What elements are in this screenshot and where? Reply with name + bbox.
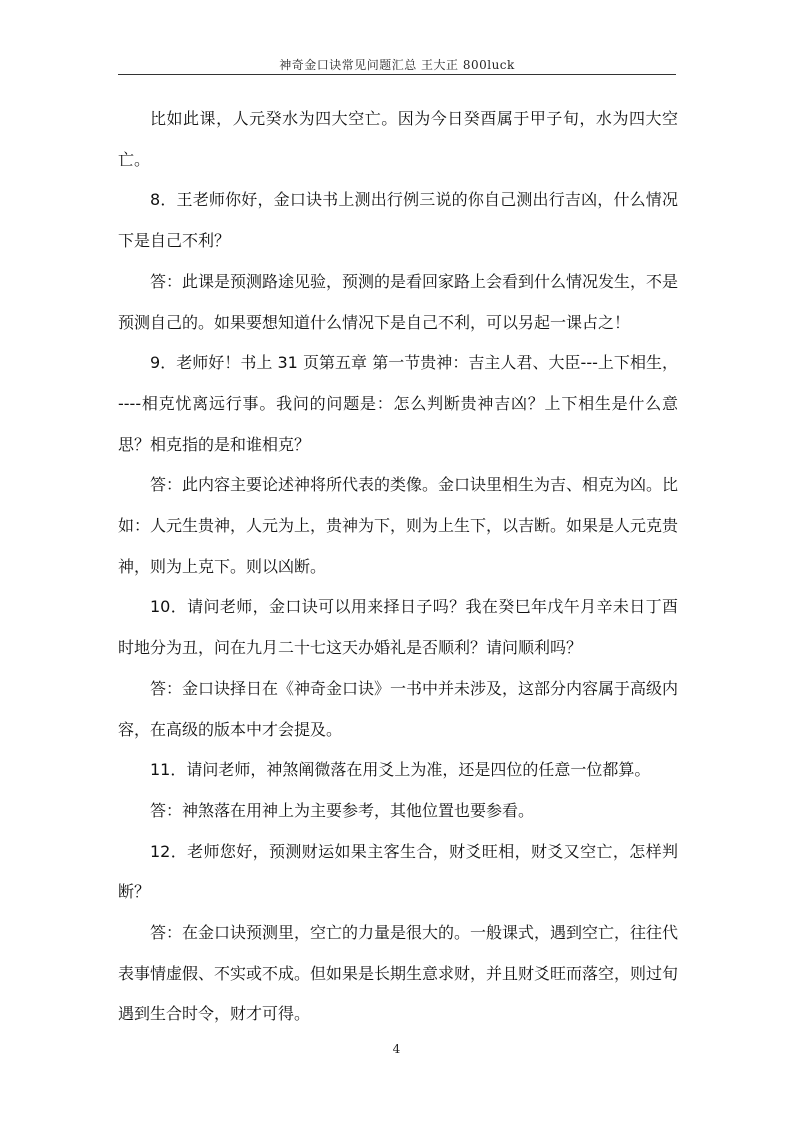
page-body (118, 99, 678, 1035)
question-12: 12．老师您好，预测财运如果主客生合，财爻旺相，财爻又空亡，怎样判断？ (118, 841, 678, 902)
question-11: 11．请问老师，神煞阐微落在用爻上为准，还是四位的任意一位都算。 (150, 760, 651, 780)
paragraph-void-explanation: 比如此课，人元癸水为四大空亡。因为今日癸酉属于甲子旬，水为四大空亡。 (118, 109, 678, 169)
page-number: 4 (392, 1042, 401, 1056)
answer-8: 答：此课是预测路途见验，预测的是看回家路上会看到什么情况发生，不是预测自己的。如果要想知道什么情况下是自己不利，可以另起一课占之！ (118, 271, 679, 332)
header-divider (118, 74, 676, 75)
answer-12: 答：在金口诀预测里，空亡的力量是很大的。一般课式，遇到空亡，往往代表事情虚假、不实或不成。但如果是长期生意求财，并且财爻旺而落空，则过旬遇到生合时令，财才可得。 (118, 923, 679, 1024)
answer-10: 答：金口诀择日在《神奇金口诀》一书中并未涉及，这部分内容属于高级内容，在高级的版本中才会提及。 (118, 678, 679, 739)
question-10: 10．请问老师，金口诀可以用来择日子吗？我在癸巳年戊午月辛未日丁酉时地分为丑，问在九月二十七这天办婚礼是否顺利？请问顺利吗？ (118, 597, 678, 658)
question-8: 8．王老师你好，金口诀书上测出行例三说的你自己测出行吉凶，什么情况下是自己不利？ (118, 190, 678, 251)
answer-11: 答：神煞落在用神上为主要参考，其他位置也要参看。 (150, 800, 535, 820)
running-header: 神奇金口诀常见问题汇总 王大正 800luck (279, 58, 515, 72)
question-9: 9．老师好！书上 31 页第五章 第一节贵神：吉主人君、大臣---上下相生，----相克忧离远行事。我问的问题是：怎么判断贵神吉凶？上下相生是什么意思？相克指的是和谁相克？ (118, 353, 678, 454)
answer-9: 答：此内容主要论述神将所代表的类像。金口诀里相生为吉、相克为凶。比如：人元生贵神，人元为上，贵神为下，则为上生下，以吉断。如果是人元克贵神，则为上克下。则以凶断。 (118, 475, 679, 576)
